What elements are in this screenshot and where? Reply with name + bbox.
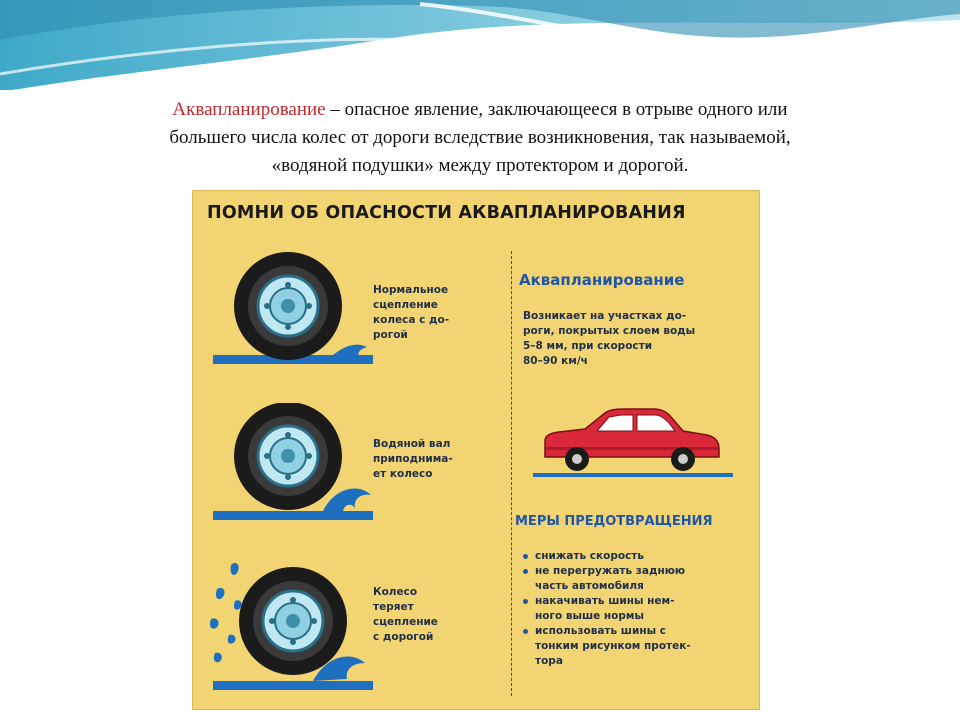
measure-line: снижать скорость [535,550,644,562]
tire-caption [373,437,453,482]
intro-paragraph [70,96,890,180]
caption-line: сцепление [373,616,438,628]
dashed-divider [511,251,513,696]
caption-line: Нормальное [373,284,449,296]
tire-caption [373,283,449,343]
measure-line: тонким рисунком протек- [535,640,691,652]
measure-item [523,549,753,564]
tire-normal-grip [193,251,503,401]
occurrence-line: Возникает на участках до- [523,310,687,322]
wave-header [0,0,960,90]
caption-line: Водяной вал [373,438,451,450]
bullet-icon [523,629,528,634]
intro-text-line3: «водяной подушки» между протектором и дорогой. [271,155,689,176]
occurrence-text [523,309,753,369]
caption-line: теряет [373,601,414,613]
tire-water-wedge [193,403,503,553]
tire-icon [193,403,373,533]
caption-line: с дорогой [373,631,434,643]
caption-line: Колесо [373,586,418,598]
tire-lost-grip [193,555,503,705]
occurrence-line: 80–90 км/ч [523,355,588,367]
tire-icon [193,555,373,705]
measure-line: накачивать шины нем- [535,595,675,607]
intro-term: Аквапланирование [172,99,326,120]
measure-item [523,594,753,624]
caption-line: рогой [373,329,408,341]
measure-line: ного выше нормы [535,610,644,622]
measure-line: использовать шины с [535,625,666,637]
caption-line: колеса с до- [373,314,450,326]
measure-line: часть автомобиля [535,580,644,592]
tire-caption [373,585,438,645]
measure-line: тора [535,655,563,667]
measures-heading: МЕРЫ ПРЕДОТВРАЩЕНИЯ [515,514,713,529]
caption-line: приподнима- [373,453,453,465]
aquaplaning-poster [192,190,760,710]
tire-icon [193,251,373,381]
intro-text-line1: – опасное явление, заключающееся в отрыве одного или [325,99,788,120]
occurrence-line: 5–8 мм, при скорости [523,340,653,352]
caption-line: сцепление [373,299,438,311]
occurrence-line: роги, покрытых слоем воды [523,325,696,337]
aquaplaning-heading: Аквапланирование [519,271,685,289]
bullet-icon [523,554,528,559]
bullet-icon [523,569,528,574]
bullet-icon [523,599,528,604]
measures-list [523,549,753,669]
measure-line: не перегружать заднюю [535,565,686,577]
caption-line: ет колесо [373,468,433,480]
measure-item [523,564,753,594]
car-icon [533,405,733,481]
measure-item [523,624,753,669]
poster-title: ПОМНИ ОБ ОПАСНОСТИ АКВАПЛАНИРОВАНИЯ [207,203,686,223]
intro-text-line2: большего числа колес от дороги вследствие возникновения, так называемой, [169,127,791,148]
